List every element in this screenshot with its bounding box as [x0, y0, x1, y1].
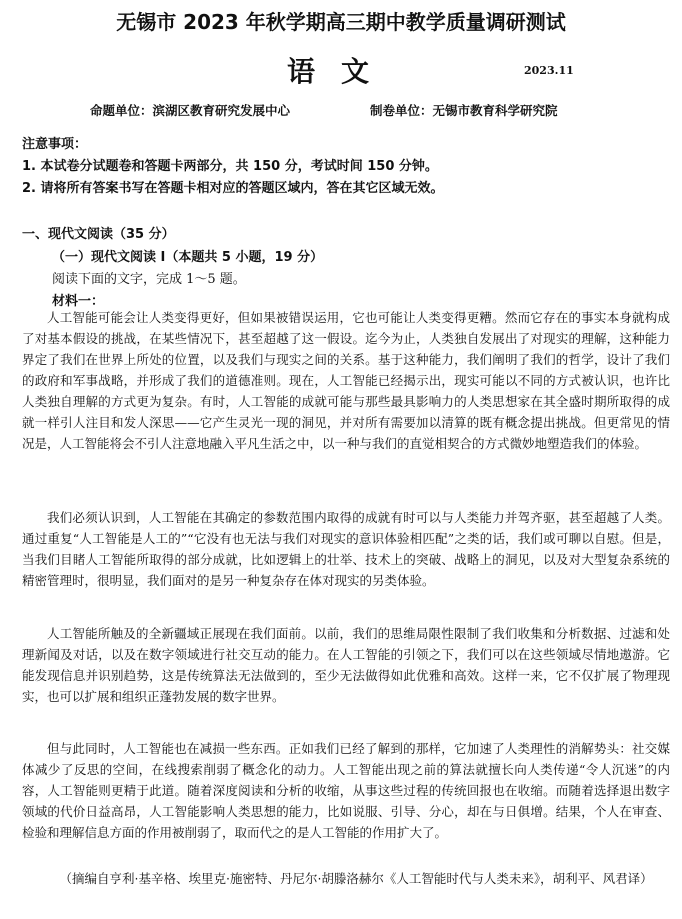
subject-title: 语文 — [286, 55, 395, 88]
passage-paragraph: 人工智能可能会让人类变得更好，但如果被错误运用，它也可能让人类变得更糟。然而它存在的事实本身就构成了对基本假设的挑战，在某些情况下，甚至超越了这一假设。迄今为止，人类独自发展出了对现实的理解，这种能力界定了我们在世界上所处的位置，以及我们与现实之间的关系。基于这种能力，我们阐明了我们的哲学，设计了我们的政府和军事战略，并形成了我们的道德准则。现在，人工智能已经揭示出，现实可能以不同的方式被认识，也许比人类独自理解的方式更为复杂。有时，人工智能的成就可能与那些最具影响力的人类思想家在其全盛时期所取得的成就一样引人注目和发人深思——它产生灵光一现的洞见，并对所有需要加以清算的既有概念提出挑战。但更常见的情况是，人工智能将会不引人注意地融入平凡生活之中，以一种与我们的直觉相契合的方式微妙地塑造我们的体验。 — [22, 310, 670, 451]
proposer-unit: 命题单位：滨湖区教育研究发展中心 — [90, 103, 291, 118]
exam-date: 2023.11 — [524, 64, 574, 77]
passage-paragraph: 但与此同时，人工智能也在减损一些东西。正如我们已经了解到的那样，它加速了人类理性的消解势头：社交媒体减少了反思的空间，在线搜索削弱了概念化的动力。人工智能出现之前的算法就擅长向人类传递“令人沉迷”的内容，人工智能则更精于此道。随着深度阅读和分析的收缩，从事这些过程的传统回报也在收缩。而随着选择退出数字领域的代价日益高昂，人工智能影响人类思想的能力，比如说服、引导、分心，却在与日俱增。结果，个人在审查、检验和理解信息方面的作用被削弱了，取而代之的是人工智能的作用扩大了。 — [22, 741, 670, 840]
passage-paragraph: 人工智能所触及的全新疆域正展现在我们面前。以前，我们的思维局限性限制了我们收集和分析数据、过滤和处理新闻及对话，以及在数字领域进行社交互动的能力。在人工智能的引领之下，我们可以在这些领域尽情地遨游。它能发现信息并识别趋势，这是传统算法无法做到的，至少无法做得如此优雅和高效。这样一来，它不仅扩展了物理现实，也可以扩展和组织正蓬勃发展的数字世界。 — [22, 626, 670, 704]
passage-citation: （摘编自亨利·基辛格、埃里克·施密特、丹尼尔·胡滕洛赫尔《人工智能时代与人类未来》，胡利平、风君译） — [59, 871, 653, 886]
passage-paragraph: 我们必须认识到，人工智能在其确定的参数范围内取得的成就有时可以与人类能力并驾齐驱，甚至超越了人类。通过重复“人工智能是人工的”“它没有也无法与我们对现实的意识体验相匹配”之类的话，我们或可聊以自慰。但是，当我们目睹人工智能所取得的部分成就，比如逻辑上的壮举、技术上的突破、战略上的洞见，以及对大型复杂系统的精密管理时，很明显，我们面对的是另一种复杂存在体对现实的另类体验。 — [22, 510, 670, 588]
section-heading: 一、现代文阅读（35 分） — [22, 227, 175, 242]
notice-item: 1. 本试卷分试题卷和答题卡两部分，共 150 分，考试时间 150 分钟。 — [22, 159, 438, 174]
subsection-heading: （一）现代文阅读 I（本题共 5 小题，19 分） — [52, 250, 324, 265]
reading-instruction: 阅读下面的文字，完成 1～5 题。 — [52, 272, 246, 287]
exam-title: 无锡市 2023 年秋学期高三期中教学质量调研测试 — [116, 10, 566, 34]
notice-item: 2. 请将所有答案书写在答题卡相对应的答题区域内，答在其它区域无效。 — [22, 181, 444, 196]
notice-heading: 注意事项： — [22, 137, 88, 152]
material-label: 材料一： — [52, 294, 105, 309]
producer-unit: 制卷单位：无锡市教育科学研究院 — [370, 103, 558, 118]
